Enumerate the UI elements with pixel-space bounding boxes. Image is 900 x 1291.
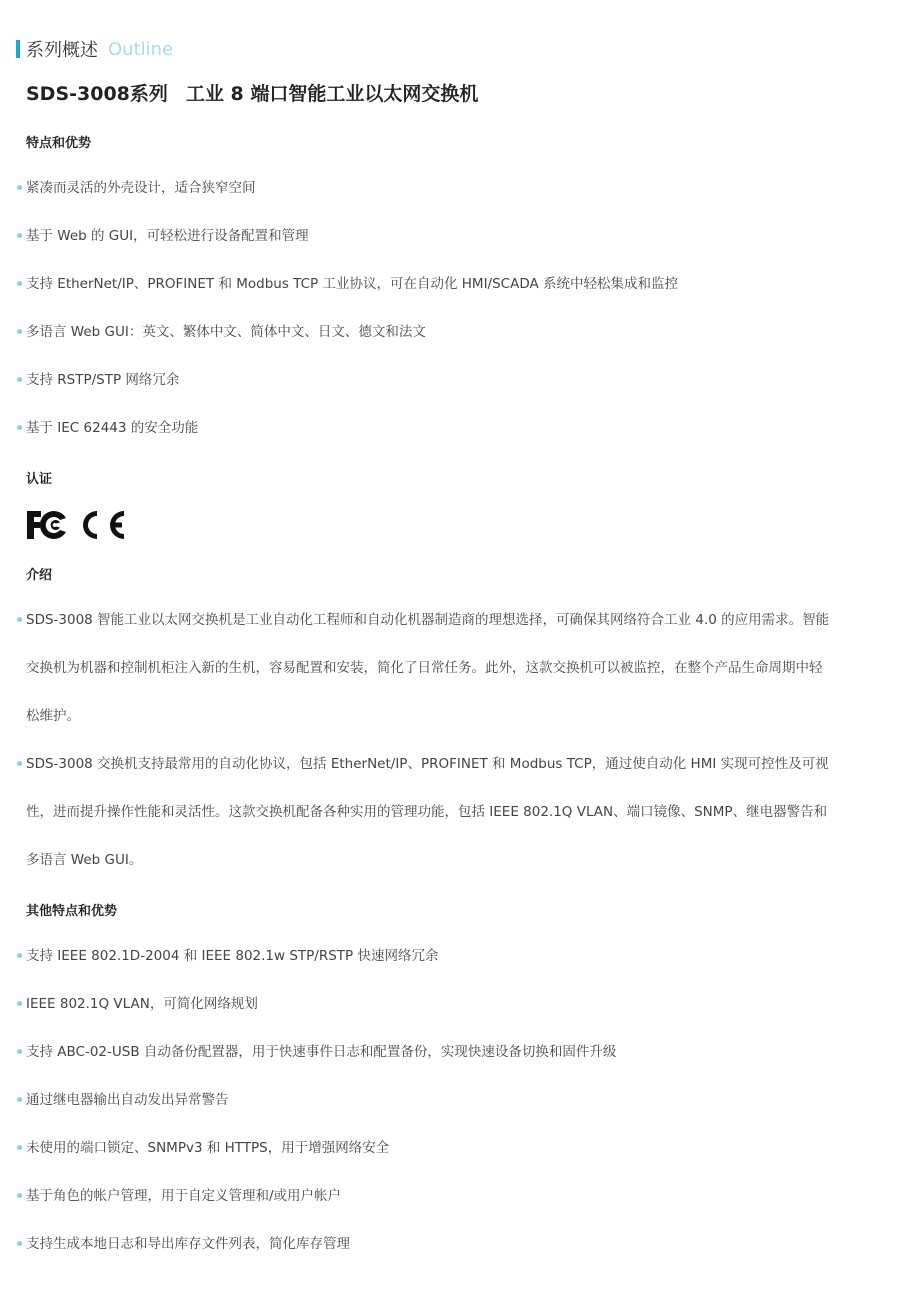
paragraph-line: 松维护。 — [26, 708, 80, 724]
bullet-dot-icon — [17, 233, 22, 238]
product-name: 工业 8 端口智能工业以太网交换机 — [185, 83, 479, 105]
paragraph-line: 多语言 Web GUI。 — [26, 852, 143, 868]
bullet-dot-icon — [17, 761, 22, 766]
bullet-dot-icon — [17, 1145, 22, 1150]
introduction-heading: 介绍 — [26, 568, 53, 583]
paragraph-line: SDS-3008 交换机支持最常用的自动化协议，包括 EtherNet/IP、PROFINET 和 Modbus TCP，通过使自动化 HMI 实现可控性及可视 — [26, 756, 829, 772]
section-accent-bar — [16, 40, 20, 58]
product-title — [26, 79, 478, 106]
certification-logos — [26, 508, 126, 542]
bullet-dot-icon — [17, 1241, 22, 1246]
bullet-dot-icon — [17, 281, 22, 286]
bullet-dot-icon — [17, 377, 22, 382]
product-overview-page: 系列概述 Outline SDS-3008系列 工业 8 端口智能工业以太网交换机 特点和优势 紧凑而灵活的外壳设计，适合狭窄空间 基于 Web 的 GUI，可轻松进行设备配置和管理 支持 EtherNet/IP、PROFINET 和 Modbus TCP 工业协议，可在自动化 HMI/SCADA 系统中轻松集成和监控 多语言 Web GUI：英文、繁体中文、简体中文、日文、德文和法文 支持 RSTP/STP 网络冗余 基于 IEC 62443 的安全功能 认证 介绍 SDS-3008 智能工业以太网交换机是工业自动化工程师和自动化机器制造商的理想选择，可确保其网络符合工业 4.0 的应用需求。智能 交换机为机器和控制机柜注入新的生机，容易配置和安装，简化了日常任务。此外，这款交换机可以被监控，在整个产品生命周期中轻 松维护。 SDS-3008 交换机支持最常用的自动化协议，包括 EtherNet/IP、PROFINET 和 Modbus TCP，通过使自动化 HMI 实现可控性及可视 性，进而提升操作性能和灵活性。这款交换机配备各种实用的管理功能，包括 IEEE 802.1Q VLAN、端口镜像、SNMP、继电器警告和 多语言 Web GUI。 其他特点和优势 支持 IEEE 802.1D-2004 和 IEEE 802.1w STP/RSTP 快速网络冗余 IEEE 802.1Q VLAN，可简化网络规划 支持 ABC-02-USB 自动备份配置器，用于快速事件日志和配置备份，实现快速设备切换和固件升级 通过继电器输出自动发出异常警告 未使用的端口锁定、SNMPv3 和 HTTPS，用于增强网络安全 基于角色的帐户管理，用于自定义管理和/或用户帐户 支持生成本地日志和导出库存文件列表，简化库存管理 — [0, 0, 900, 1291]
fcc-logo-icon — [26, 509, 68, 541]
bullet-dot-icon — [17, 1001, 22, 1006]
section-title-zh: 系列概述 — [26, 40, 98, 61]
paragraph-line: SDS-3008 智能工业以太网交换机是工业自动化工程师和自动化机器制造商的理想选择，可确保其网络符合工业 4.0 的应用需求。智能 — [26, 612, 830, 628]
bullet-dot-icon — [17, 185, 22, 190]
product-model: SDS-3008系列 — [26, 83, 168, 105]
paragraph-line: 交换机为机器和控制机柜注入新的生机，容易配置和安装，简化了日常任务。此外，这款交换机可以被监控，在整个产品生命周期中轻 — [26, 660, 823, 676]
bullet-dot-icon — [17, 617, 22, 622]
bullet-dot-icon — [17, 953, 22, 958]
bullet-dot-icon — [17, 329, 22, 334]
ce-logo-icon — [78, 509, 126, 541]
bullet-dot-icon — [17, 1097, 22, 1102]
bullet-dot-icon — [17, 1049, 22, 1054]
paragraph-line: 性，进而提升操作性能和灵活性。这款交换机配备各种实用的管理功能，包括 IEEE 802.1Q VLAN、端口镜像、SNMP、继电器警告和 — [26, 804, 828, 820]
section-title-en: Outline — [108, 38, 174, 60]
bullet-dot-icon — [17, 425, 22, 430]
certification-heading: 认证 — [26, 472, 53, 487]
bullet-dot-icon — [17, 1193, 22, 1198]
section-header — [16, 38, 173, 60]
additional-features-heading: 其他特点和优势 — [26, 904, 118, 919]
features-heading: 特点和优势 — [26, 136, 92, 151]
